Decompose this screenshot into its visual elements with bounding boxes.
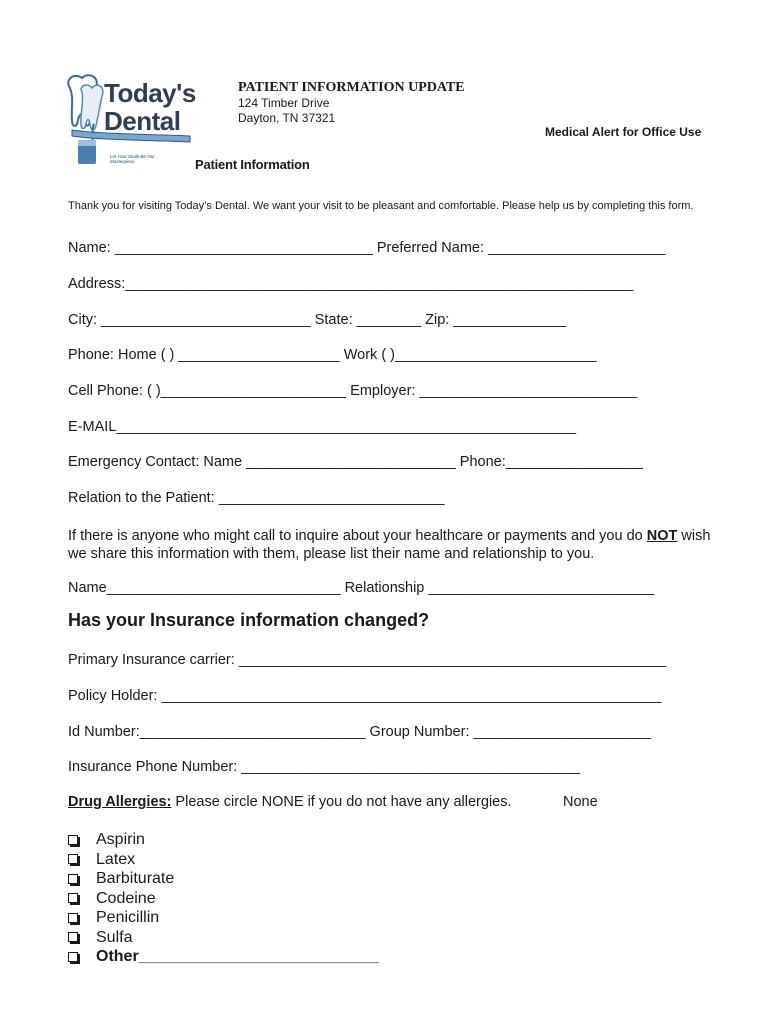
checkbox-icon[interactable] xyxy=(68,913,78,923)
insurance-heading: Has your Insurance information changed? xyxy=(68,610,430,630)
other-blank[interactable]: ___________________________ xyxy=(138,948,379,965)
drug-allergies-label: Drug Allergies: xyxy=(68,794,172,810)
allergy-item[interactable] xyxy=(68,869,379,889)
relation-field[interactable]: Relation to the Patient: ____________________________ xyxy=(68,490,445,506)
section-title: Patient Information xyxy=(195,157,310,172)
insurance-carrier-field[interactable]: Primary Insurance carrier: _____________________________________________________ xyxy=(68,652,667,668)
allergy-item-other[interactable] xyxy=(68,947,379,967)
todays-dental-logo xyxy=(60,70,200,170)
allergy-item[interactable] xyxy=(68,830,379,850)
policy-holder-field[interactable]: Policy Holder: ______________________________________________________________ xyxy=(68,688,662,704)
allergy-item[interactable] xyxy=(68,928,379,948)
checkbox-icon[interactable] xyxy=(68,874,78,884)
cell-employer-field[interactable]: Cell Phone: ( )_______________________ Employer: ___________________________ xyxy=(68,383,638,399)
notice-text-start: If there is anyone who might call to inquire about your healthcare or payments and you do xyxy=(68,528,647,544)
insurance-phone-field[interactable]: Insurance Phone Number: __________________________________________ xyxy=(68,759,580,775)
allergy-item[interactable] xyxy=(68,850,379,870)
allergy-item[interactable] xyxy=(68,889,379,909)
none-option[interactable]: None xyxy=(563,794,598,810)
checkbox-icon[interactable] xyxy=(68,932,78,942)
allergy-item[interactable] xyxy=(68,908,379,928)
name-field[interactable]: Name: ________________________________ Preferred Name: ______________________ xyxy=(68,240,666,256)
address-field[interactable]: Address:_______________________________________________________________ xyxy=(68,276,634,292)
authorized-contact-field[interactable]: Name_____________________________ Relationship ____________________________ xyxy=(68,580,655,596)
checkbox-icon[interactable] xyxy=(68,854,78,864)
logo-line-2: Dental xyxy=(104,106,181,136)
allergy-label: Sulfa xyxy=(96,928,133,946)
address-street: 124 Timber Drive xyxy=(238,96,330,110)
allergy-label: Codeine xyxy=(96,889,156,907)
id-group-number-field[interactable]: Id Number:____________________________ Group Number: ______________________ xyxy=(68,724,651,740)
intro-text: Thank you for visiting Today’s Dental. We want your visit to be pleasant and comfortable. Please help us by completing this form. xyxy=(68,200,694,212)
form-title: PATIENT INFORMATION UPDATE xyxy=(238,80,465,95)
logo-line-1: Today's xyxy=(104,78,196,108)
address-city: Dayton, TN 37321 xyxy=(238,111,336,125)
allergy-label: Latex xyxy=(96,850,136,868)
checkbox-icon[interactable] xyxy=(68,952,78,962)
drug-allergies-row xyxy=(68,794,512,810)
allergy-label: Aspirin xyxy=(96,831,145,848)
allergy-list xyxy=(68,830,379,967)
logo-tagline: Let Your Smile Be Our Masterpiece xyxy=(110,154,155,164)
email-field[interactable]: E-MAIL_________________________________________________________ xyxy=(68,419,577,435)
notice-text-end: wish we share this information with them, please list their name and relationship to you. xyxy=(68,528,711,562)
notice-emphasis: NOT xyxy=(646,528,678,544)
other-label: Other xyxy=(96,948,139,965)
city-state-zip-field[interactable]: City: __________________________ State: ________ Zip: ______________ xyxy=(68,312,567,328)
medical-alert-label: Medical Alert for Office Use xyxy=(545,125,702,139)
checkbox-icon[interactable] xyxy=(68,893,78,903)
office-address xyxy=(238,96,335,126)
allergy-label: Penicillin xyxy=(96,909,160,926)
emergency-contact-field[interactable]: Emergency Contact: Name __________________________ Phone:_________________ xyxy=(68,454,643,470)
privacy-notice xyxy=(68,527,728,563)
phone-field[interactable]: Phone: Home ( ) ____________________ Work ( )_________________________ xyxy=(68,347,597,363)
checkbox-icon[interactable] xyxy=(68,835,78,845)
allergy-label: Barbiturate xyxy=(96,870,175,887)
drug-allergies-instruction: Please circle NONE if you do not have any allergies. xyxy=(171,794,512,810)
